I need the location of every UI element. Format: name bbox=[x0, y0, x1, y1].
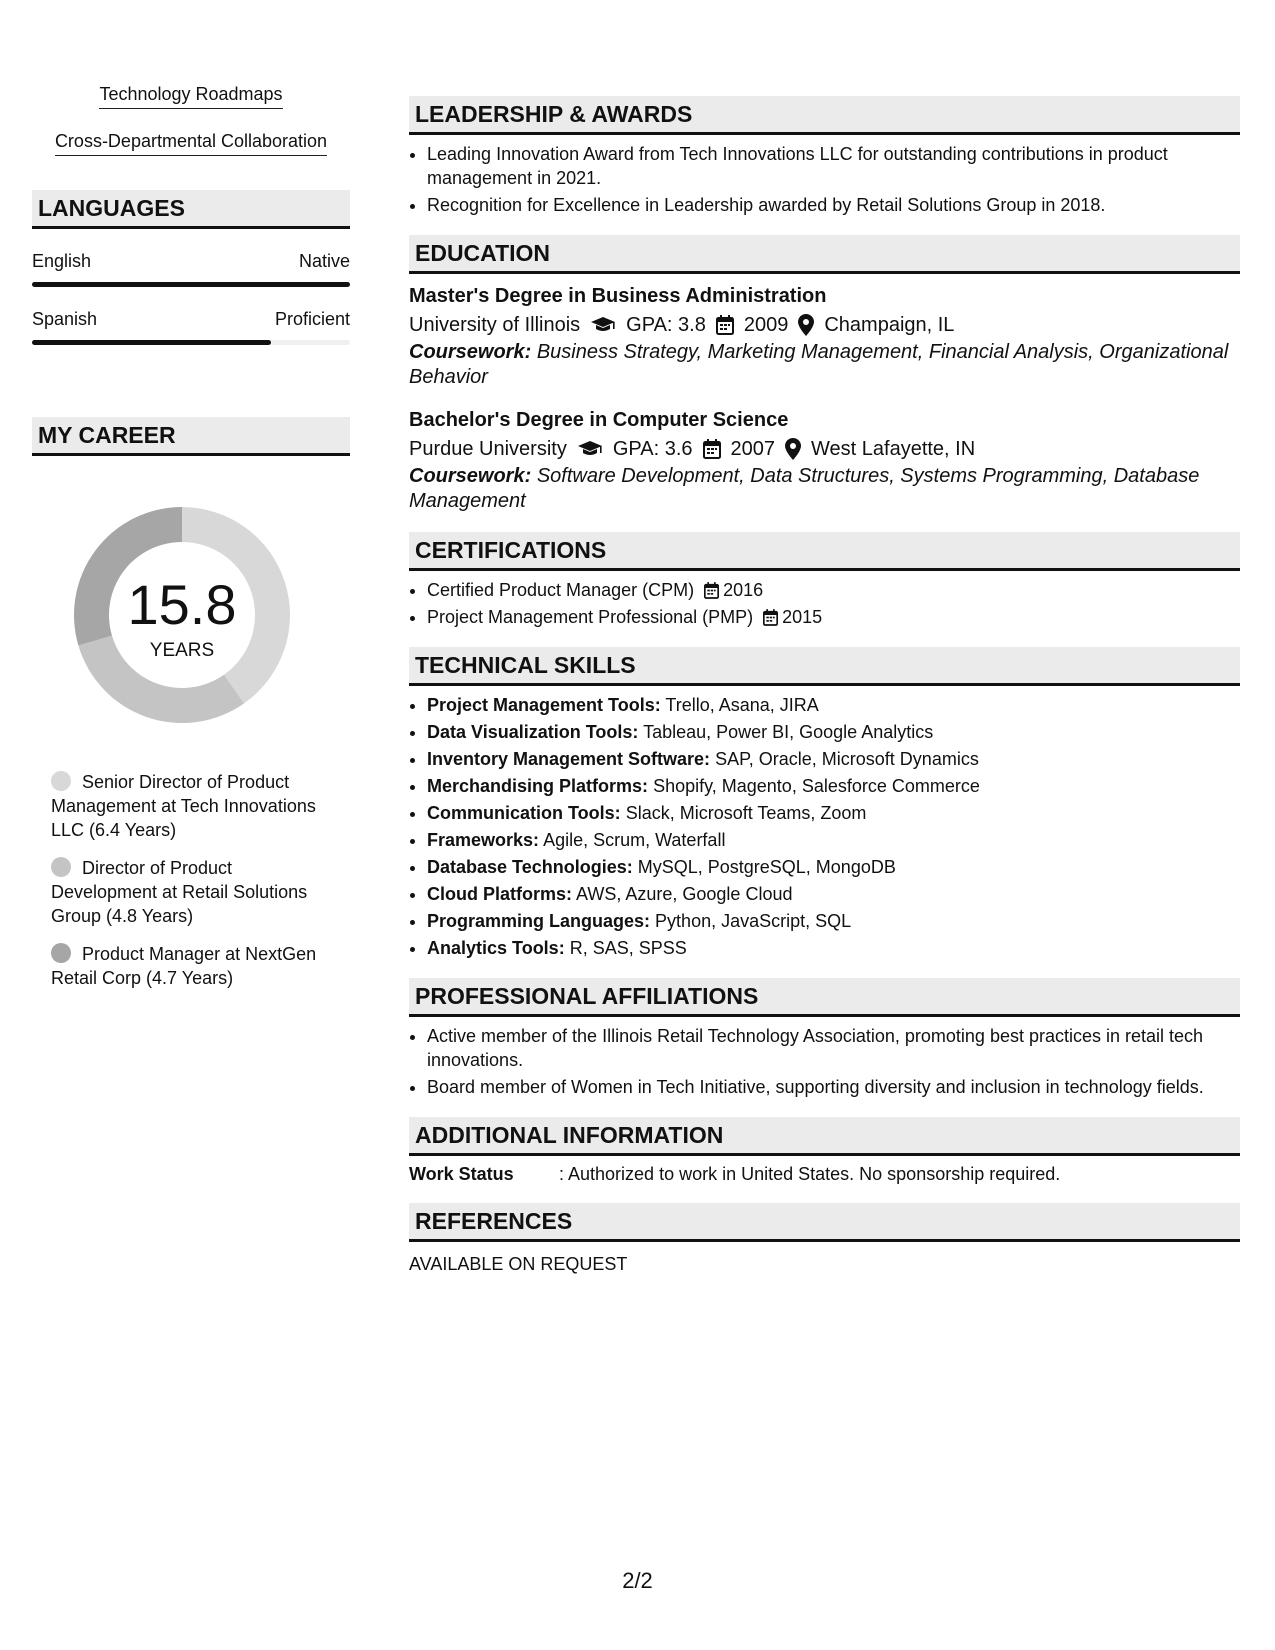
career-legend-label: Director of Product Development at Retail Solutions Group (4.8 Years) bbox=[51, 858, 308, 926]
page-number: 2/2 bbox=[622, 1568, 653, 1593]
certification-year: 2015 bbox=[782, 607, 823, 627]
legend-dot-icon bbox=[51, 943, 71, 963]
skill-item bbox=[427, 693, 1240, 717]
skill-item bbox=[427, 936, 1240, 960]
leadership-list bbox=[409, 142, 1240, 217]
coursework-text: Software Development, Data Structures, Systems Programming, Database Management bbox=[409, 465, 1200, 512]
certification-year: 2016 bbox=[723, 580, 764, 600]
gpa: GPA: 3.8 bbox=[626, 314, 706, 336]
skill-value: Tableau, Power BI, Google Analytics bbox=[643, 722, 934, 742]
affiliations-heading: PROFESSIONAL AFFILIATIONS bbox=[409, 978, 1240, 1017]
language-item bbox=[32, 309, 350, 345]
coursework bbox=[409, 464, 1240, 514]
education-heading: EDUCATION bbox=[409, 235, 1240, 274]
languages-heading: LANGUAGES bbox=[32, 190, 350, 229]
skill-label: Database Technologies: bbox=[427, 857, 633, 877]
skill-item bbox=[427, 828, 1240, 852]
career-legend-item bbox=[51, 856, 331, 928]
work-status-value: : Authorized to work in United States. No sponsorship required. bbox=[559, 1164, 1061, 1184]
skill-value: MySQL, PostgreSQL, MongoDB bbox=[637, 857, 896, 877]
career-total-years: 15.8 bbox=[127, 573, 237, 636]
language-bar bbox=[32, 340, 350, 345]
list-item: • Leading Innovation Award from Tech Innovations LLC for outstanding contributions in product management in 2021. bbox=[427, 142, 1240, 190]
skill-label: Inventory Management Software: bbox=[427, 749, 711, 769]
work-status-label: Work Status bbox=[409, 1164, 514, 1184]
language-item bbox=[32, 251, 350, 287]
certification-item bbox=[427, 605, 1240, 629]
right-column bbox=[409, 96, 1240, 1275]
certification-name: Certified Product Manager (CPM) bbox=[427, 580, 695, 600]
education-entry bbox=[409, 282, 1240, 390]
language-bar-fill bbox=[32, 340, 271, 345]
skill-item bbox=[427, 855, 1240, 879]
skill-label: Cloud Platforms: bbox=[427, 884, 573, 904]
skill-value: Trello, Asana, JIRA bbox=[665, 695, 819, 715]
legend-dot-icon bbox=[51, 857, 71, 877]
education-entry bbox=[409, 406, 1240, 514]
coursework-text: Business Strategy, Marketing Management, Financial Analysis, Organizational Behavior bbox=[409, 341, 1229, 388]
left-column bbox=[32, 84, 350, 1004]
school-location: Champaign, IL bbox=[824, 314, 955, 336]
career-legend-item bbox=[51, 942, 331, 990]
technical-skills-heading: TECHNICAL SKILLS bbox=[409, 647, 1240, 686]
career-legend-item bbox=[51, 770, 331, 842]
map-pin-icon bbox=[798, 314, 814, 336]
references-text: AVAILABLE ON REQUEST bbox=[409, 1254, 628, 1274]
skill-value: SAP, Oracle, Microsoft Dynamics bbox=[715, 749, 979, 769]
skill-value: Slack, Microsoft Teams, Zoom bbox=[625, 803, 867, 823]
graduation-year: 2009 bbox=[743, 314, 789, 336]
degree-title: Master's Degree in Business Administration bbox=[409, 285, 827, 307]
certification-item bbox=[427, 578, 1240, 602]
school-location: West Lafayette, IN bbox=[811, 438, 976, 460]
technical-skills-list bbox=[409, 693, 1240, 960]
school-name: University of Illinois bbox=[409, 314, 581, 336]
career-heading: MY CAREER bbox=[32, 417, 350, 456]
skill-item bbox=[427, 882, 1240, 906]
skill-item bbox=[427, 747, 1240, 771]
list-item: • Board member of Women in Tech Initiative, supporting diversity and inclusion in technology fields. bbox=[427, 1075, 1240, 1099]
career-legend bbox=[51, 770, 331, 990]
references-heading: REFERENCES bbox=[409, 1203, 1240, 1242]
certification-name: Project Management Professional (PMP) bbox=[427, 607, 754, 627]
language-name: Spanish bbox=[32, 309, 98, 329]
skill-value: Shopify, Magento, Salesforce Commerce bbox=[653, 776, 980, 796]
list-item: • Active member of the Illinois Retail Technology Association, promoting best practices in retail tech innovations. bbox=[427, 1024, 1240, 1072]
coursework bbox=[409, 340, 1240, 390]
skill-label: Data Visualization Tools: bbox=[427, 722, 639, 742]
skill-value: AWS, Azure, Google Cloud bbox=[576, 884, 793, 904]
skill-label: Project Management Tools: bbox=[427, 695, 661, 715]
coursework-label: Coursework: bbox=[409, 465, 532, 487]
graduation-year: 2007 bbox=[730, 438, 776, 460]
calendar-icon bbox=[763, 609, 778, 626]
additional-info-heading: ADDITIONAL INFORMATION bbox=[409, 1117, 1240, 1156]
skill-value: Agile, Scrum, Waterfall bbox=[543, 830, 726, 850]
skill-tag: Technology Roadmaps bbox=[99, 84, 282, 109]
calendar-icon bbox=[716, 315, 734, 335]
skill-label: Analytics Tools: bbox=[427, 938, 565, 958]
skill-value: R, SAS, SPSS bbox=[569, 938, 687, 958]
skill-label: Merchandising Platforms: bbox=[427, 776, 649, 796]
work-status-row bbox=[409, 1164, 1240, 1185]
skill-item bbox=[427, 720, 1240, 744]
language-level: Native bbox=[298, 251, 350, 271]
legend-dot-icon bbox=[51, 771, 71, 791]
skill-item bbox=[427, 774, 1240, 798]
career-donut-chart bbox=[67, 500, 297, 730]
degree-title: Bachelor's Degree in Computer Science bbox=[409, 409, 789, 431]
certifications-heading: CERTIFICATIONS bbox=[409, 532, 1240, 571]
leadership-heading: LEADERSHIP & AWARDS bbox=[409, 96, 1240, 135]
career-legend-label: Product Manager at NextGen Retail Corp (4.7 Years) bbox=[51, 944, 317, 988]
language-bar bbox=[32, 282, 350, 287]
skill-label: Communication Tools: bbox=[427, 803, 621, 823]
skill-tag: Cross-Departmental Collaboration bbox=[55, 131, 327, 156]
list-item: • Recognition for Excellence in Leadership awarded by Retail Solutions Group in 2018. bbox=[427, 193, 1240, 217]
gpa: GPA: 3.6 bbox=[612, 438, 693, 460]
graduation-cap-icon bbox=[590, 316, 616, 334]
calendar-icon bbox=[703, 439, 721, 459]
language-bar-fill bbox=[32, 282, 350, 287]
language-level: Proficient bbox=[274, 309, 350, 329]
map-pin-icon bbox=[785, 438, 801, 460]
skill-label: Frameworks: bbox=[427, 830, 540, 850]
skill-item bbox=[427, 801, 1240, 825]
skill-item bbox=[427, 909, 1240, 933]
coursework-label: Coursework: bbox=[409, 341, 532, 363]
affiliations-list bbox=[409, 1024, 1240, 1099]
school-name: Purdue University bbox=[409, 438, 567, 460]
career-years-unit: YEARS bbox=[149, 640, 215, 661]
skill-label: Programming Languages: bbox=[427, 911, 651, 931]
language-name: English bbox=[32, 251, 92, 271]
graduation-cap-icon bbox=[577, 440, 603, 458]
career-legend-label: Senior Director of Product Management at Tech Innovations LLC (6.4 Years) bbox=[51, 772, 316, 840]
certifications-list bbox=[409, 578, 1240, 629]
calendar-icon bbox=[704, 582, 719, 599]
skill-value: Python, JavaScript, SQL bbox=[655, 911, 852, 931]
